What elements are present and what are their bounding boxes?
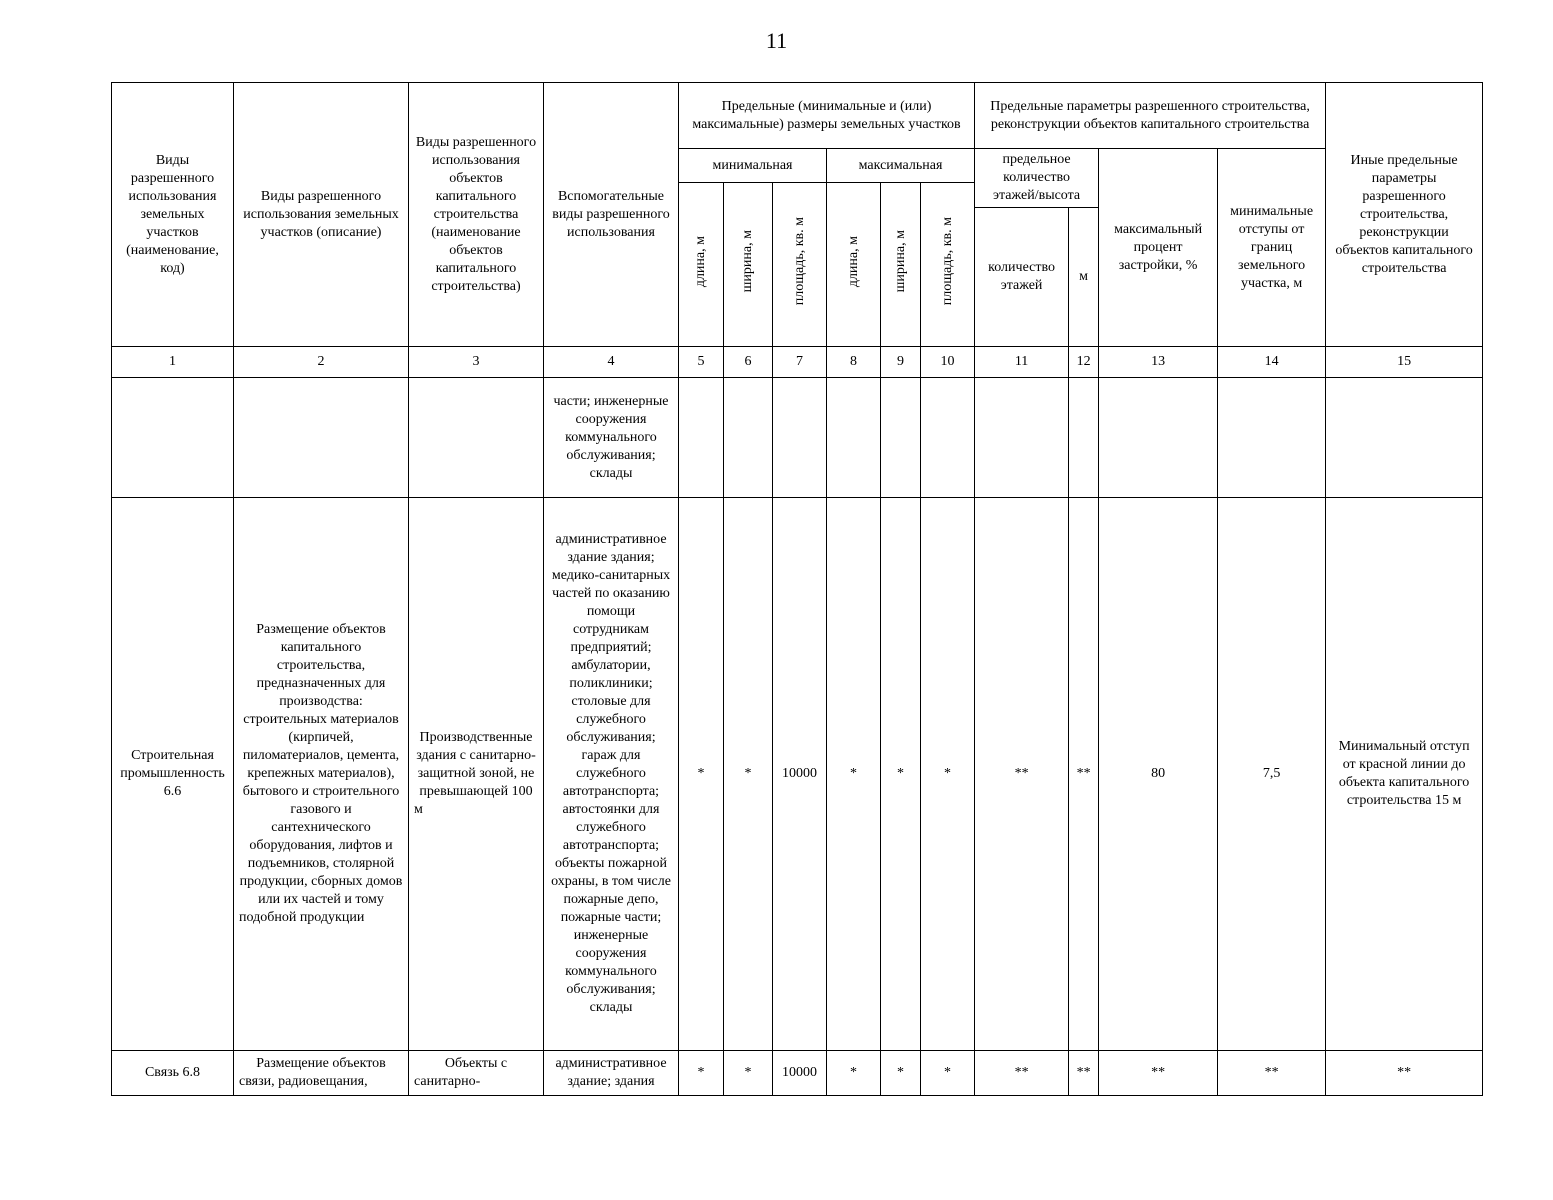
- cell-land-use-description: Размещение объектов капитального строительства, предназначенных для производства: строительных материалов (кирпичей, пиломатериалов, цемента, крепежных материалов), бытового и строительного газового и сантехнического оборудования, лифтов и подъемников, столярной продукции, сборных домов или их частей и тому подобной продукции: [234, 498, 409, 1051]
- header-construction-params: Предельные параметры разрешенного строительства, реконструкции объектов капитального строительства: [975, 83, 1326, 149]
- header-max-length: длина, м: [827, 183, 881, 347]
- cell-setback: 7,5: [1218, 498, 1326, 1051]
- header-max: максимальная: [827, 149, 975, 183]
- cell-building-use: Производственные здания с санитарно-защитной зоной, не превышающей 100 м: [409, 498, 544, 1051]
- cell-height: **: [1069, 1051, 1099, 1096]
- header-min-width: ширина, м: [724, 183, 773, 347]
- cell-auxiliary-use: административное здание; здания: [544, 1051, 679, 1096]
- cell-max-width: *: [881, 498, 921, 1051]
- header-floors: количество этажей: [975, 208, 1069, 347]
- header-land-use-name: Виды разрешенного использования земельных участков (наименование, код): [112, 83, 234, 347]
- table-row: [112, 498, 1483, 1051]
- header-floors-height: предельное количество этажей/высота: [975, 149, 1099, 208]
- column-number: 5: [679, 347, 724, 378]
- cell-max-length: [827, 378, 881, 498]
- cell-land-use-description: Размещение объектов связи, радиовещания,: [234, 1051, 409, 1096]
- column-numbers-row: [112, 347, 1483, 378]
- cell-min-area: 10000: [773, 498, 827, 1051]
- cell-height: [1069, 378, 1099, 498]
- header-min: минимальная: [679, 149, 827, 183]
- cell-auxiliary-use: административное здание здания; медико-санитарных частей по оказанию помощи сотрудникам предприятий; амбулатории, поликлиники; столовые для служебного обслуживания; гараж для служебного автотранспорта; автостоянки для служебного автотранспорта; объекты пожарной охраны, в том числе пожарные депо, пожарные части; инженерные сооружения коммунального обслуживания; склады: [544, 498, 679, 1051]
- land-use-table: [111, 82, 1483, 1096]
- cell-land-use-name: [112, 378, 234, 498]
- column-number: 9: [881, 347, 921, 378]
- cell-floors: **: [975, 498, 1069, 1051]
- cell-building-use: Объекты с санитарно-: [409, 1051, 544, 1096]
- header-other-params: Иные предельные параметры разрешенного строительства, реконструкции объектов капитального строительства: [1326, 83, 1483, 347]
- column-number: 11: [975, 347, 1069, 378]
- column-number: 1: [112, 347, 234, 378]
- cell-min-width: *: [724, 498, 773, 1051]
- header-setback: минимальные отступы от границ земельного участка, м: [1218, 149, 1326, 347]
- column-number: 2: [234, 347, 409, 378]
- cell-build-percent: 80: [1099, 498, 1218, 1051]
- column-number: 7: [773, 347, 827, 378]
- cell-auxiliary-use: части; инженерные сооружения коммунального обслуживания; склады: [544, 378, 679, 498]
- cell-land-use-name: Строительная промышленность 6.6: [112, 498, 234, 1051]
- column-number: 6: [724, 347, 773, 378]
- cell-min-length: [679, 378, 724, 498]
- header-land-use-description: Виды разрешенного использования земельных участков (описание): [234, 83, 409, 347]
- cell-min-width: *: [724, 1051, 773, 1096]
- cell-max-width: *: [881, 1051, 921, 1096]
- column-number: 13: [1099, 347, 1218, 378]
- table-row: [112, 378, 1483, 498]
- cell-min-area: 10000: [773, 1051, 827, 1096]
- column-number: 15: [1326, 347, 1483, 378]
- cell-min-area: [773, 378, 827, 498]
- cell-other-params: [1326, 378, 1483, 498]
- cell-floors: [975, 378, 1069, 498]
- cell-max-width: [881, 378, 921, 498]
- page-number: 11: [765, 28, 788, 53]
- header-building-use: Виды разрешенного использования объектов капитального строительства (наименование объектов капитального строительства): [409, 83, 544, 347]
- cell-min-width: [724, 378, 773, 498]
- cell-max-area: *: [921, 1051, 975, 1096]
- header-max-area: площадь, кв. м: [921, 183, 975, 347]
- cell-max-length: *: [827, 1051, 881, 1096]
- cell-land-use-description: [234, 378, 409, 498]
- header-auxiliary-use: Вспомогательные виды разрешенного использования: [544, 83, 679, 347]
- header-row-1: [112, 83, 1483, 149]
- header-max-width: ширина, м: [881, 183, 921, 347]
- cell-build-percent: [1099, 378, 1218, 498]
- header-build-percent: максимальный процент застройки, %: [1099, 149, 1218, 347]
- column-number: 10: [921, 347, 975, 378]
- cell-min-length: *: [679, 498, 724, 1051]
- cell-min-length: *: [679, 1051, 724, 1096]
- cell-setback: [1218, 378, 1326, 498]
- cell-building-use: [409, 378, 544, 498]
- cell-max-area: [921, 378, 975, 498]
- cell-build-percent: **: [1099, 1051, 1218, 1096]
- column-number: 3: [409, 347, 544, 378]
- column-number: 8: [827, 347, 881, 378]
- cell-setback: **: [1218, 1051, 1326, 1096]
- header-min-area: площадь, кв. м: [773, 183, 827, 347]
- header-plot-sizes: Предельные (минимальные и (или) максимальные) размеры земельных участков: [679, 83, 975, 149]
- cell-other-params: Минимальный отступ от красной линии до объекта капитального строительства 15 м: [1326, 498, 1483, 1051]
- cell-other-params: **: [1326, 1051, 1483, 1096]
- header-meters: м: [1069, 208, 1099, 347]
- column-number: 4: [544, 347, 679, 378]
- table-row: [112, 1051, 1483, 1096]
- column-number: 14: [1218, 347, 1326, 378]
- cell-land-use-name: Связь 6.8: [112, 1051, 234, 1096]
- cell-floors: **: [975, 1051, 1069, 1096]
- cell-max-area: *: [921, 498, 975, 1051]
- cell-height: **: [1069, 498, 1099, 1051]
- cell-max-length: *: [827, 498, 881, 1051]
- header-min-length: длина, м: [679, 183, 724, 347]
- column-number: 12: [1069, 347, 1099, 378]
